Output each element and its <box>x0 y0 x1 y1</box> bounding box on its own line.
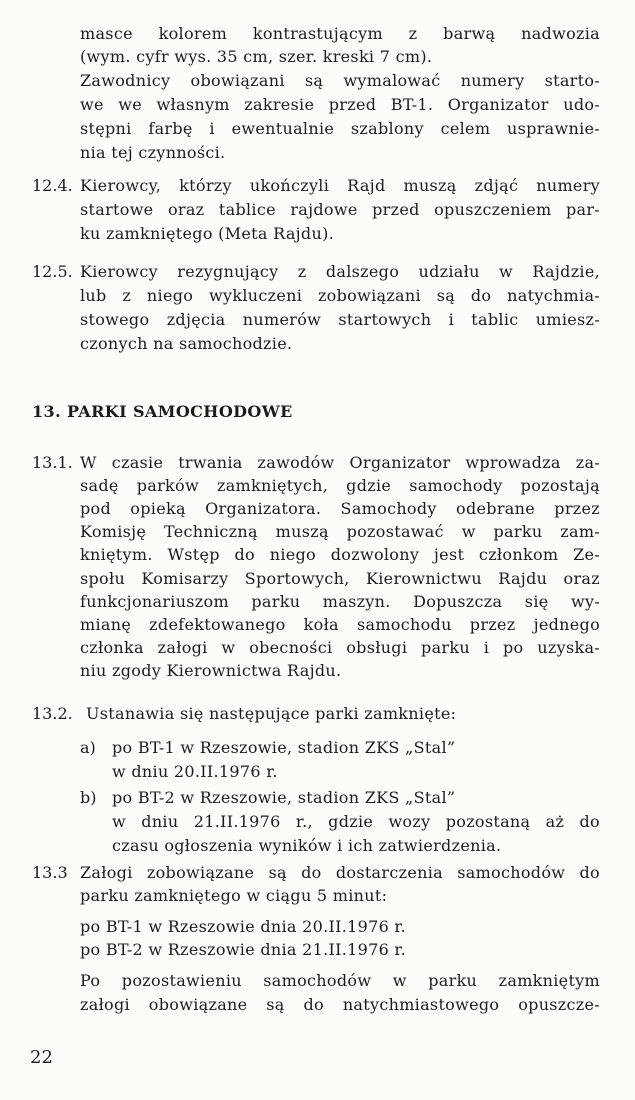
list-item-line: po BT-1 w Rzeszowie, stadion ZKS „Stal” <box>112 738 456 757</box>
paragraph-line: Kierowcy rezygnujący z dalszego udziału w Rajdzie, <box>80 262 600 281</box>
paragraph-line: ku zamkniętego (Meta Rajdu). <box>80 224 335 243</box>
paragraph-line: Ustanawia się następujące parki zamknięte: <box>86 704 457 723</box>
paragraph-line: stępni farbę i ewentualnie szablony celem usprawnie- <box>80 119 600 138</box>
paragraph-line: startowe oraz tablice rajdowe przed opuszczeniem par- <box>80 200 600 219</box>
paragraph-line: niu zgody Kierownictwa Rajdu. <box>80 661 342 680</box>
paragraph-line: Załogi zobowiązane są do dostarczenia samochodów do <box>80 863 600 882</box>
paragraph-line: parku zamkniętego w ciągu 5 minut: <box>80 886 388 905</box>
paragraph-line: Po pozostawieniu samochodów w parku zamkniętym <box>80 971 600 990</box>
list-marker: b) <box>80 788 97 807</box>
paragraph-line: stowego zdjęcia numerów startowych i tablic umiesz- <box>80 310 600 329</box>
paragraph-line: mianę zdefektowanego koła samochodu przez jednego <box>80 615 600 634</box>
paragraph-line: we we własnym zakresie przed BT-1. Organizator udo- <box>80 95 600 114</box>
list-item-line: po BT-2 w Rzeszowie, stadion ZKS „Stal” <box>112 788 456 807</box>
paragraph-line: czonych na samochodzie. <box>80 334 293 353</box>
paragraph-line: Komisję Techniczną muszą pozostawać w parku zam- <box>80 522 600 541</box>
paragraph-line: kniętym. Wstęp do niego dozwolony jest członkom Ze- <box>80 545 600 564</box>
section-number: 12.5. <box>32 262 73 281</box>
section-heading: 13. PARKI SAMOCHODOWE <box>32 402 293 421</box>
list-item-line: w dniu 21.II.1976 r., gdzie wozy pozostaną aż do <box>112 812 600 831</box>
paragraph-line: Zawodnicy obowiązani są wymalować numery starto- <box>80 71 600 90</box>
list-marker: a) <box>80 738 96 757</box>
list-item-line: czasu ogłoszenia wyników i ich zatwierdzenia. <box>112 836 502 855</box>
section-number: 13.2. <box>32 704 73 723</box>
paragraph-line: członka załogi w obecności obsługi parku i po uzyska- <box>80 638 600 657</box>
paragraph-line: lub z niego wykluczeni zobowiązani są do natychmia- <box>80 286 600 305</box>
schedule-line: po BT-2 w Rzeszowie dnia 21.II.1976 r. <box>80 940 407 959</box>
schedule-line: po BT-1 w Rzeszowie dnia 20.II.1976 r. <box>80 917 407 936</box>
page-number: 22 <box>30 1047 53 1068</box>
section-number: 12.4. <box>32 176 73 195</box>
paragraph-line: masce kolorem kontrastującym z barwą nadwozia <box>80 24 600 43</box>
section-number: 13.3 <box>32 863 68 882</box>
paragraph-line: funkcjonariuszom parku maszyn. Dopuszcza się wy- <box>80 592 600 611</box>
paragraph-line: społu Komisarzy Sportowych, Kierownictwu Rajdu oraz <box>80 569 600 588</box>
list-item-line: w dniu 20.II.1976 r. <box>112 762 278 781</box>
paragraph-line: załogi obowiązane są do natychmiastowego opuszcze- <box>80 995 600 1014</box>
paragraph-line: (wym. cyfr wys. 35 cm, szer. kreski 7 cm). <box>80 47 433 66</box>
section-number: 13.1. <box>32 453 73 472</box>
paragraph-line: W czasie trwania zawodów Organizator wprowadza za- <box>80 453 600 472</box>
paragraph-line: Kierowcy, którzy ukończyli Rajd muszą zdjąć numery <box>80 176 600 195</box>
paragraph-line: nia tej czynności. <box>80 143 226 162</box>
paragraph-line: sadę parków zamkniętych, gdzie samochody pozostają <box>80 476 600 495</box>
paragraph-line: pod opieką Organizatora. Samochody odebrane przez <box>80 499 600 518</box>
